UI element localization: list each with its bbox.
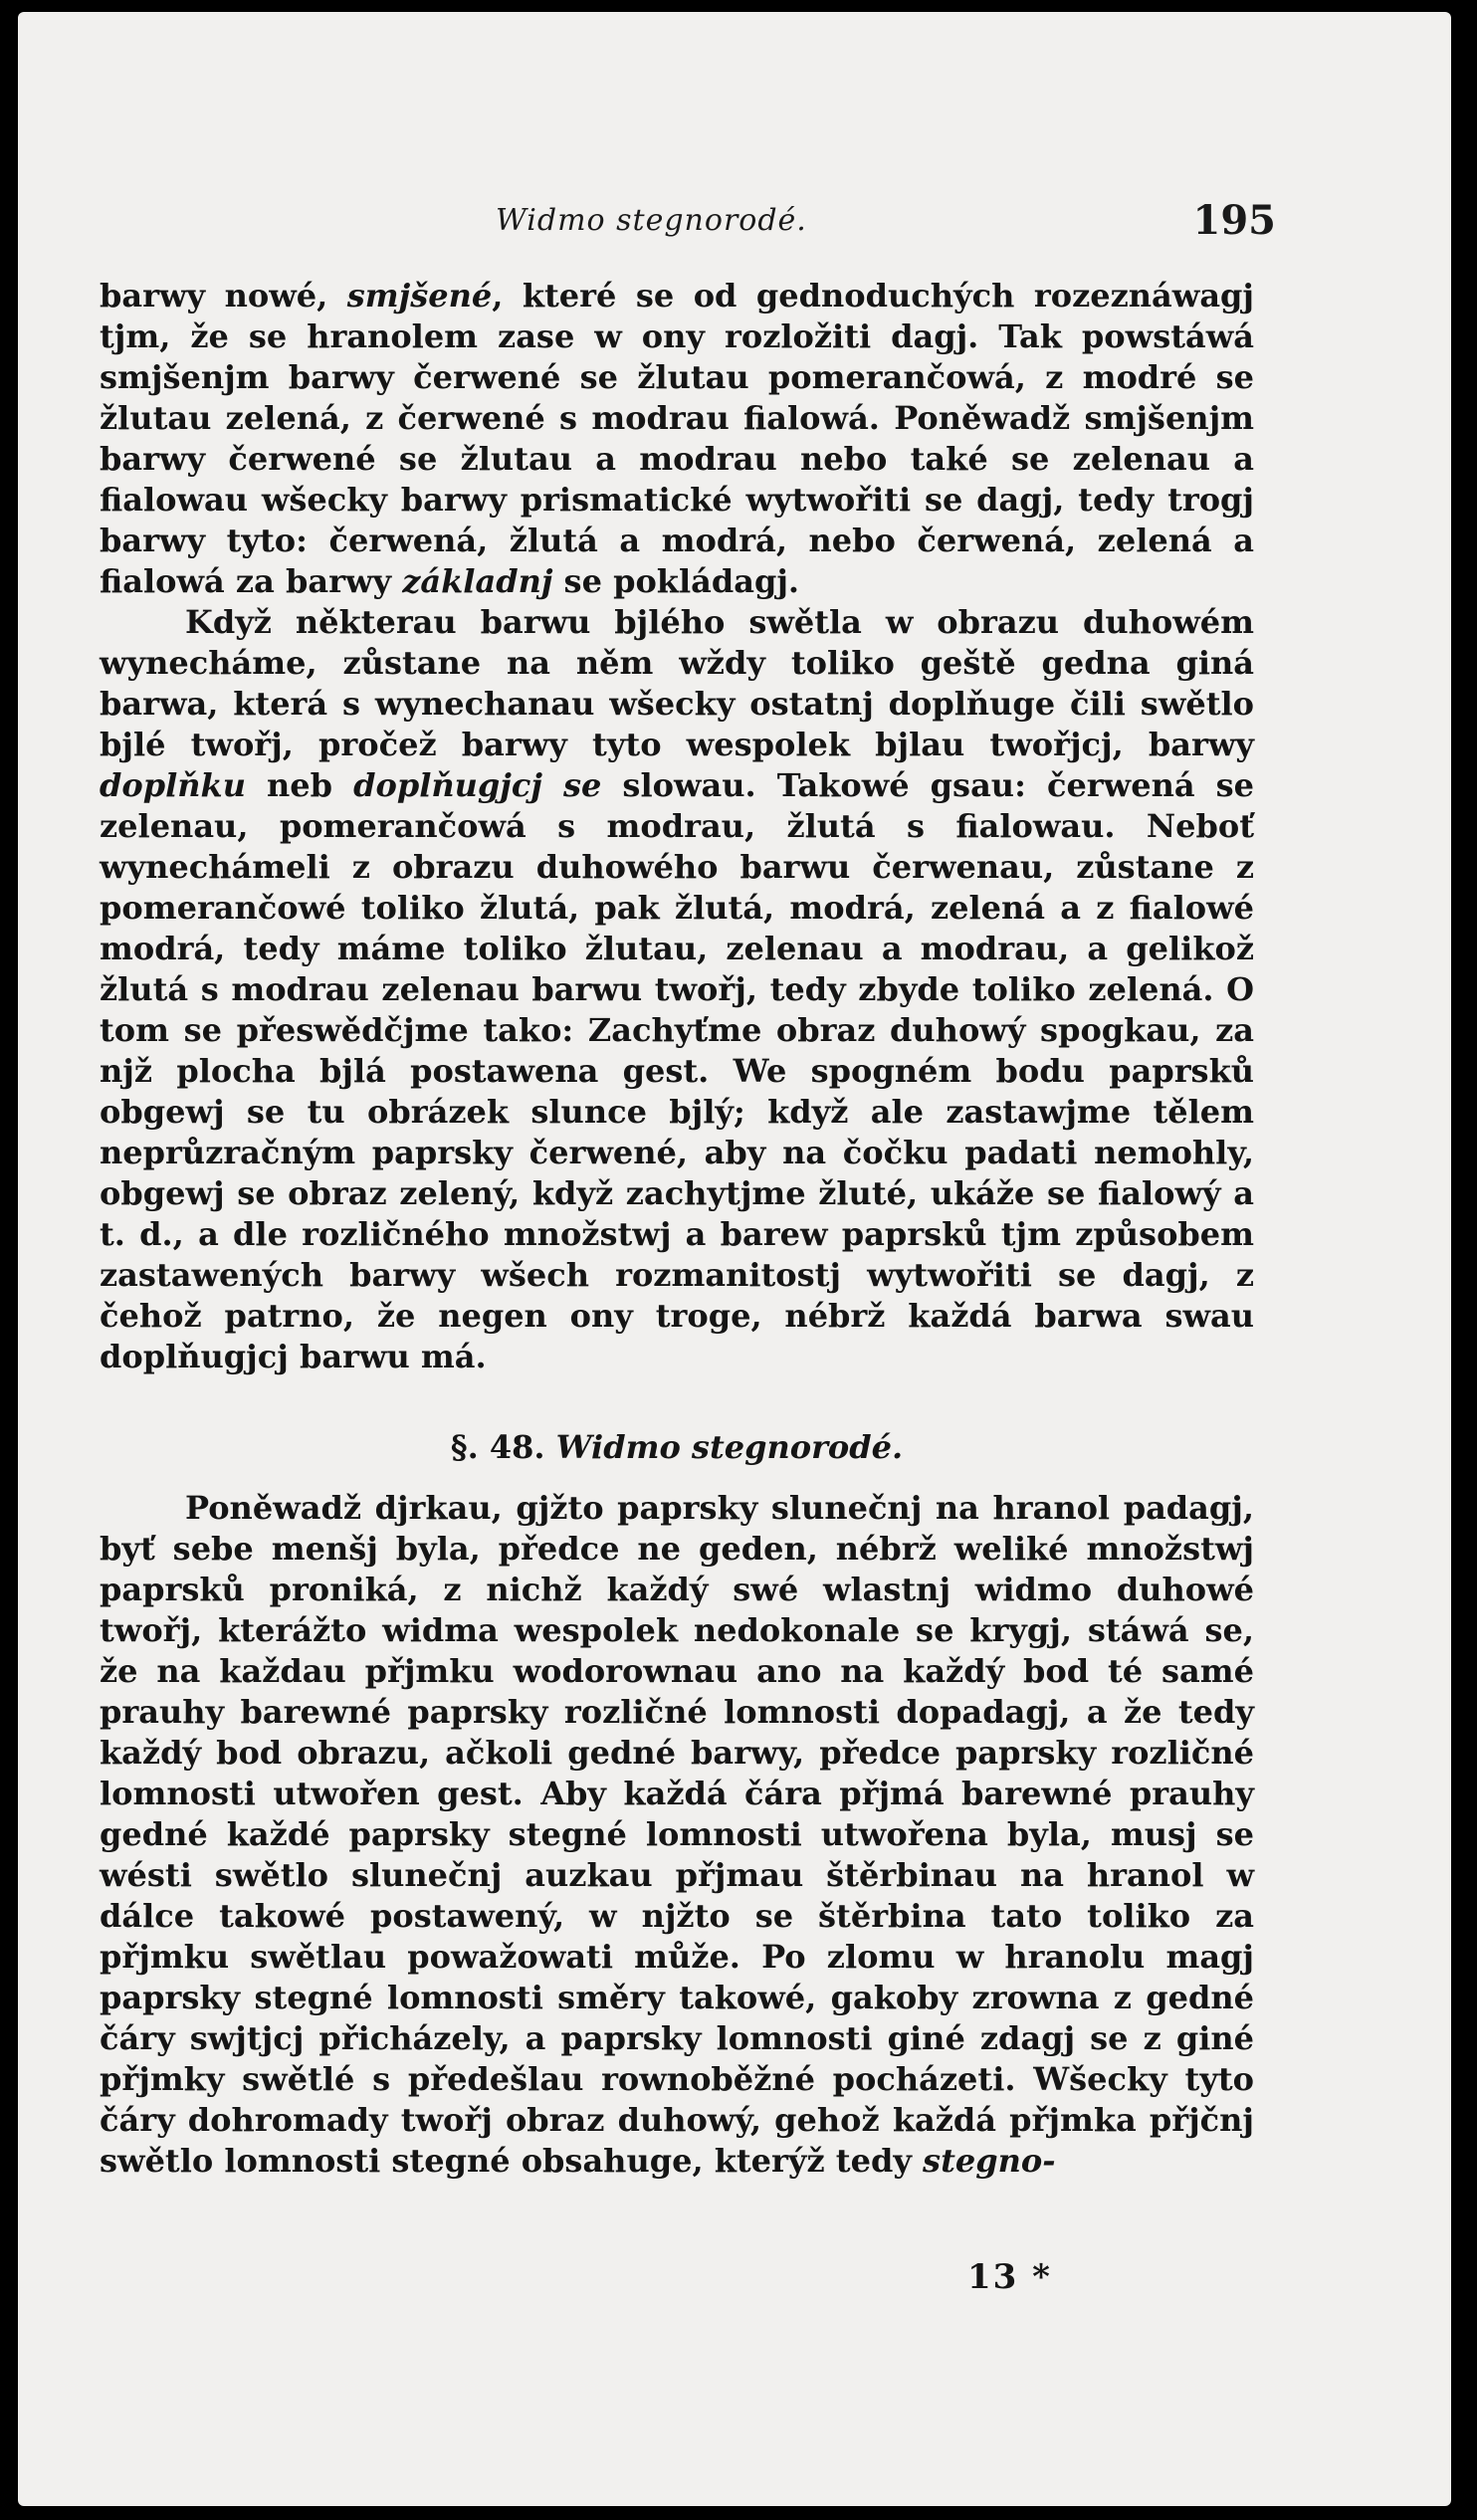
page-body — [100, 276, 1254, 2182]
text-run: slowau. Takowé gsau: čerwená se zelenau, pomerančowá s modrau, žlutá s fialowau. Neboť wynechámeli z obrazu duhowého barwu čerwenau, zůstane z pomerančowé toliko žlutá, pak žlutá, modrá, zelená a z fialowé modrá, tedy máme toliko žlutau, zelenau a modrau, a gelikož žlutá s modrau zelenau barwu twořj, tedy zbyde toliko zelená. O tom se přeswědčjme tako: Zachyťme obraz duhowý spogkau, za njž plocha bjlá postawena gest. We spogném bodu paprsků obgewj se tu obrázek slunce bjlý; když ale zastawjme tělem neprůzračným paprsky čerwené, aby na čočku padati nemohly, obgewj se obraz zelený, když zachytjme žluté, ukáže se fialowý a t. d., a dle rozličného množstwj a barew paprsků tjm způsobem zastawených barwy wšech rozmanitostj wytwořiti se dagj, z čehož patrno, že negen ony troge, nébrž každá barwa swau doplňugjcj barwu má. — [100, 766, 1255, 1375]
emphasized-term: doplňku — [100, 766, 246, 804]
signature-mark: 13 * — [967, 2257, 1052, 2297]
text-run: neb — [245, 766, 354, 804]
emphasized-term: smjšené — [346, 277, 493, 315]
book-page — [18, 12, 1451, 2506]
text-run: Poněwadž djrkau, gjžto paprsky slunečnj na hranol padagj, byť sebe menšj byla, předce ne geden, nébrž weliké množstwj paprsků proniká, z nichž každý swé wlastnj widmo duhowé twořj, kterážto widma wespolek nedokonale se krygj, stáwá se, že na každau přjmku wodorownau ano na každý bod té samé prauhy barewné paprsky rozličné lomnosti dopadagj, a že tedy každý bod obrazu, ačkoli gedné barwy, předce paprsky rozličné lomnosti utwořen gest. Aby každá čára přjmá barewné prauhy gedné každé paprsky stegné lomnosti utwořena byla, musj se wésti swětlo slunečnj auzkau přjmau štěrbinau na hranol w dálce takowé postawený, w njžto se štěrbina tato toliko za přjmku swětlau powažowati může. Po zlomu w hranolu magj paprsky stegné lomnosti směry takowé, gakoby zrowna z gedné čáry swjtjcj přicházely, a paprsky lomnosti giné zdagj se z giné přjmky swětlé s předešlau rownoběžné pocházeti. Wšecky tyto čáry dohromady twořj obraz duhowý, gehož každá přjmka přjčnj swětlo lomnosti stegné obsahuge, kterýž tedy — [100, 1489, 1254, 2180]
running-title: Widmo stegnorodé. — [496, 203, 807, 238]
page-number: 195 — [1192, 197, 1276, 244]
page-header — [18, 197, 1451, 247]
paragraph — [100, 276, 1254, 602]
text-run: , které se od gednoduchých rozeznáwagj tjm, že se hranolem zase w ony rozložiti dagj. Tak powstáwá smjšenjm barwy čerwené se žlutau pomerančowá, z modré se žlutau zelená, z čerwené s modrau fialowá. Poněwadž smjšenjm barwy čerwené se žlutau a modrau nebo také se zelenau a fialowau wšecky barwy prismatické wytwořiti se dagj, tedy trogj barwy tyto: čerwená, žlutá a modrá, nebo čerwená, zelená a fialowá za barwy — [100, 277, 1255, 600]
emphasized-term: základnj — [402, 562, 553, 600]
text-run: se pokládagj. — [552, 562, 800, 600]
paragraph — [100, 1488, 1254, 2182]
section-title: Widmo stegnorodé. — [555, 1428, 904, 1466]
section-number: §. 48. — [450, 1428, 545, 1466]
emphasized-term: doplňugjcj se — [353, 766, 602, 804]
paragraph — [100, 602, 1254, 1377]
text-run: barwy nowé, — [100, 277, 347, 315]
section-heading — [100, 1427, 1254, 1468]
text-run: Když některau barwu bjlého swětla w obrazu duhowém wynecháme, zůstane na něm wždy toliko geště gedna giná barwa, která s wynechanau wšecky ostatnj doplňuge čili swětlo bjlé twořj, pročež barwy tyto wespolek bjlau twořjcj, barwy — [100, 603, 1254, 763]
emphasized-term: stegno- — [923, 2142, 1056, 2180]
